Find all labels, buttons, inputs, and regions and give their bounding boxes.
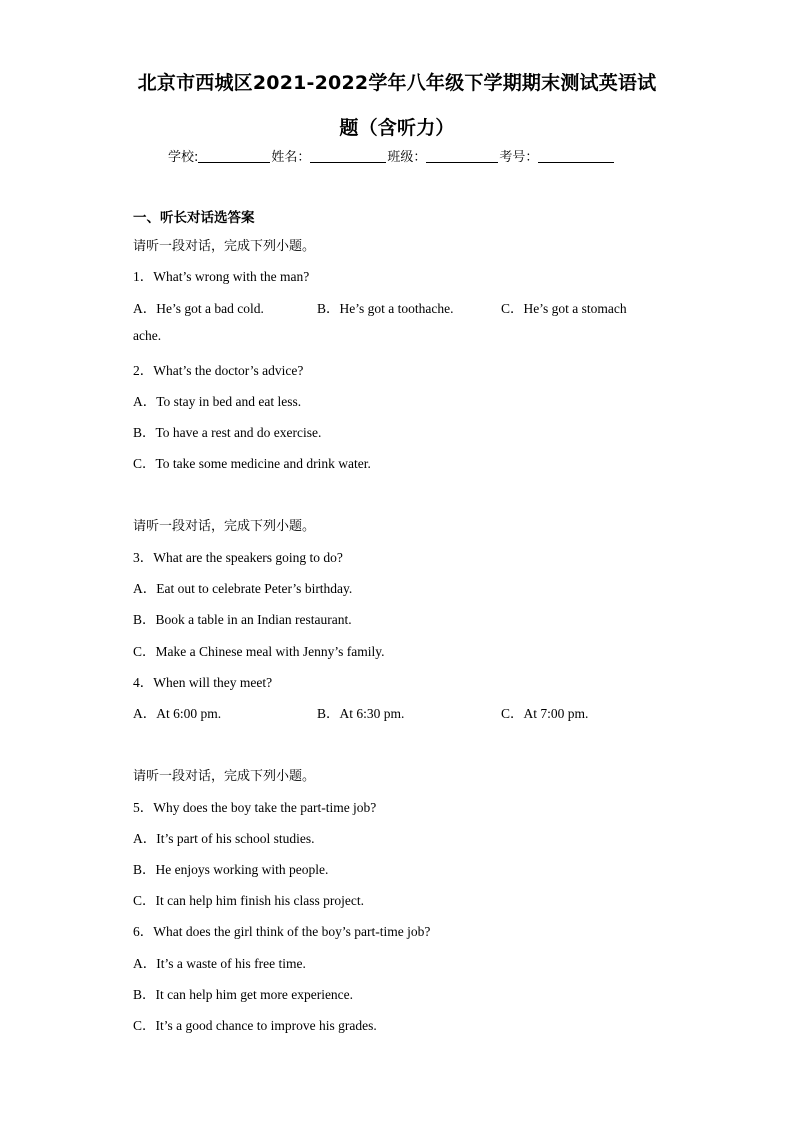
group-1-instruction: 请听一段对话，完成下列小题。: [133, 239, 316, 254]
group-2-instruction: 请听一段对话，完成下列小题。: [133, 519, 316, 534]
q6-option-b[interactable]: B．It can help him get more experience.: [133, 987, 354, 1002]
q1-option-c[interactable]: C．He’s got a stomach: [501, 301, 627, 316]
question-2: 2．What’s the doctor’s advice?: [133, 363, 304, 378]
section-heading: 一、听长对话选答案: [133, 210, 255, 226]
question-6: 6．What does the girl think of the boy’s part-time job?: [133, 924, 431, 939]
q6-option-c[interactable]: C．It’s a good chance to improve his grades.: [133, 1018, 377, 1033]
name-label: 姓名：: [271, 150, 311, 165]
q5-option-c[interactable]: C．It can help him finish his class project.: [133, 893, 364, 908]
q4-option-c[interactable]: C．At 7:00 pm.: [501, 706, 589, 721]
student-info-row: [167, 146, 614, 165]
class-label: 班级：: [387, 150, 427, 165]
q3-option-a[interactable]: A．Eat out to celebrate Peter’s birthday.: [133, 581, 353, 596]
q3-option-c[interactable]: C．Make a Chinese meal with Jenny’s family.: [133, 644, 385, 659]
number-label: 考号：: [499, 150, 539, 165]
q2-option-a[interactable]: A．To stay in bed and eat less.: [133, 394, 302, 409]
question-3: 3．What are the speakers going to do?: [133, 550, 343, 565]
q1-option-a[interactable]: A．He’s got a bad cold.: [133, 301, 264, 316]
class-blank[interactable]: [426, 149, 498, 163]
q1-option-c-continued: ache.: [133, 328, 162, 343]
school-label: 学校:: [168, 150, 199, 165]
q3-option-b[interactable]: B．Book a table in an Indian restaurant.: [133, 612, 352, 627]
q1-option-b[interactable]: B．He’s got a toothache.: [317, 301, 454, 316]
question-1-options: [133, 297, 673, 315]
q2-option-c[interactable]: C．To take some medicine and drink water.: [133, 456, 371, 471]
exam-title-line-1: 北京市西城区2021-2022学年八年级下学期期末测试英语试: [137, 72, 657, 94]
question-1: 1．What’s wrong with the man?: [133, 269, 310, 284]
q2-option-b[interactable]: B．To have a rest and do exercise.: [133, 425, 322, 440]
question-4-options: [133, 702, 673, 720]
question-4: 4．When will they meet?: [133, 675, 273, 690]
q5-option-a[interactable]: A．It’s part of his school studies.: [133, 831, 315, 846]
group-3-instruction: 请听一段对话，完成下列小题。: [133, 769, 316, 784]
question-5: 5．Why does the boy take the part-time job?: [133, 800, 377, 815]
q4-option-b[interactable]: B．At 6:30 pm.: [317, 706, 405, 721]
q6-option-a[interactable]: A．It’s a waste of his free time.: [133, 956, 306, 971]
number-blank[interactable]: [538, 149, 614, 163]
q5-option-b[interactable]: B．He enjoys working with people.: [133, 862, 329, 877]
name-blank[interactable]: [310, 149, 386, 163]
exam-title-line-2: 题（含听力）: [339, 117, 455, 139]
q4-option-a[interactable]: A．At 6:00 pm.: [133, 706, 222, 721]
school-blank[interactable]: [198, 149, 270, 163]
